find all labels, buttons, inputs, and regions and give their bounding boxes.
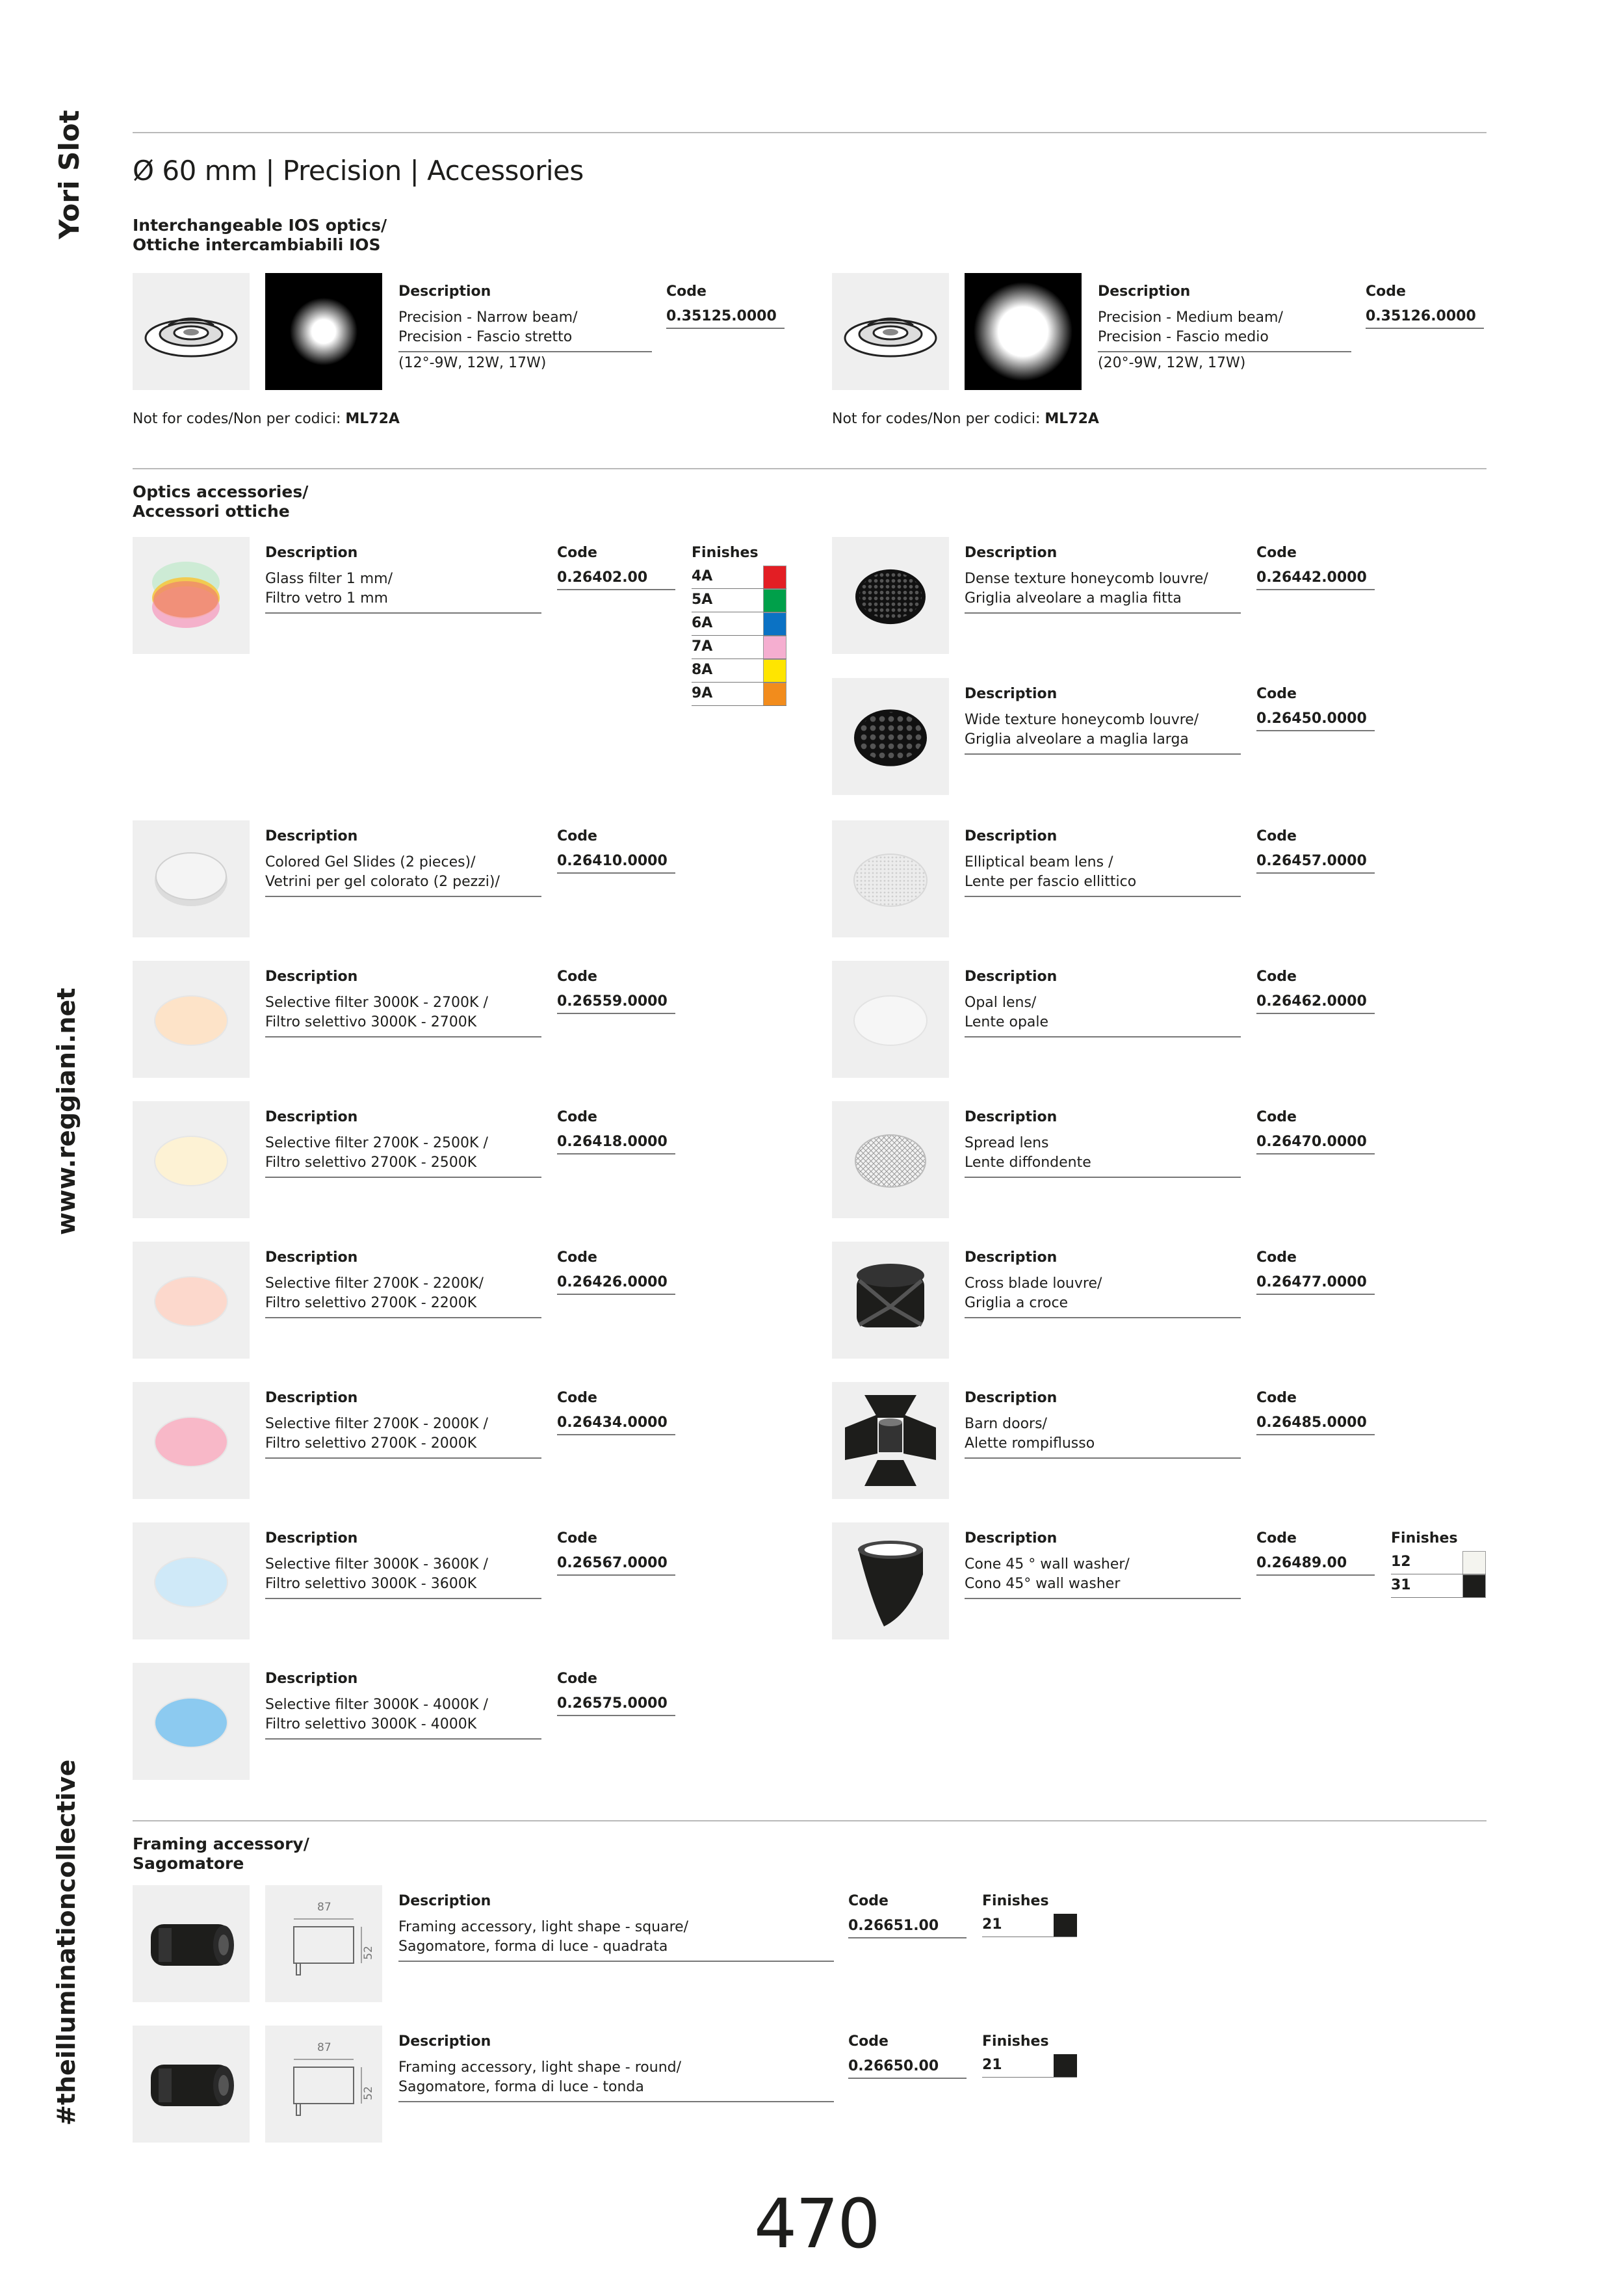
optics-right-7-code-label: Code bbox=[1256, 1390, 1297, 1406]
optics-left-1-finish-row bbox=[692, 683, 786, 706]
page-title: Ø 60 mm | Precision | Accessories bbox=[133, 155, 584, 187]
optics-right-7-description-line2: Alette rompiflusso bbox=[965, 1435, 1095, 1452]
optics-left-2-description-line2: Vetrini per gel colorato (2 pezzi)/ bbox=[265, 874, 500, 890]
optics-left-3-code-label: Code bbox=[557, 969, 597, 985]
optics-left-4-description-line2: Filtro selettivo 2700K - 2500K bbox=[265, 1155, 477, 1171]
optics-right-5-code: 0.26470.0000 bbox=[1256, 1134, 1367, 1150]
section-divider-framing bbox=[133, 1820, 1487, 1821]
optics-left-6-description-line1: Selective filter 2700K - 2000K / bbox=[265, 1416, 488, 1432]
ios-narrow-code-label: Code bbox=[666, 283, 707, 300]
recessed-optic-icon bbox=[133, 273, 250, 390]
framing-1-description-line2: Sagomatore, forma di luce - quadrata bbox=[398, 1938, 668, 1955]
ios-medium-beam-image bbox=[965, 273, 1082, 390]
framing-1-dimension-drawing bbox=[265, 1885, 382, 2002]
framing-2-dimension-drawing bbox=[265, 2026, 382, 2143]
framing-2-description-line1: Framing accessory, light shape - round/ bbox=[398, 2059, 682, 2076]
optics-right-8-finishes-label: Finishes bbox=[1391, 1530, 1458, 1546]
dimension-width: 87 bbox=[317, 1901, 331, 1914]
optics-right-6-description-label: Description bbox=[965, 1249, 1058, 1266]
optics-left-1-finish-row bbox=[692, 612, 786, 636]
ios-medium-code: 0.35126.0000 bbox=[1366, 308, 1476, 324]
optics-right-6-code: 0.26477.0000 bbox=[1256, 1274, 1367, 1290]
section-divider-optics bbox=[133, 468, 1487, 469]
framing-1-code: 0.26651.00 bbox=[848, 1918, 939, 1934]
optics-right-5-code-label: Code bbox=[1256, 1109, 1297, 1125]
header-divider bbox=[133, 132, 1487, 133]
framing-2-description-line2: Sagomatore, forma di luce - tonda bbox=[398, 2079, 644, 2095]
optics-left-6-image bbox=[133, 1382, 250, 1499]
framing-2-product-image bbox=[133, 2026, 250, 2143]
ios-narrow-description-line1: Precision - Narrow beam/ bbox=[398, 309, 578, 326]
optics-right-8-description-line1: Cone 45 ° wall washer/ bbox=[965, 1556, 1130, 1572]
finish-code: 4A bbox=[692, 568, 713, 584]
optics-right-4-code-label: Code bbox=[1256, 969, 1297, 985]
optics-left-1-code-label: Code bbox=[557, 545, 597, 561]
ios-medium-description-line2: Precision - Fascio medio bbox=[1098, 329, 1269, 345]
finish-code: 12 bbox=[1391, 1554, 1411, 1570]
ios-narrow-beam-image bbox=[265, 273, 382, 390]
section-title-ios: Interchangeable IOS optics/ Ottiche intercambiabili IOS bbox=[133, 216, 387, 254]
framing-1-description-line1: Framing accessory, light shape - square/ bbox=[398, 1919, 689, 1935]
optics-right-2-description-line2: Griglia alveolare a maglia larga bbox=[965, 731, 1189, 748]
optics-left-5-code-label: Code bbox=[557, 1249, 597, 1266]
optics-right-4-code: 0.26462.0000 bbox=[1256, 993, 1367, 1010]
optics-right-6-code-label: Code bbox=[1256, 1249, 1297, 1266]
framing-2-description-label: Description bbox=[398, 2033, 491, 2050]
finish-code: 6A bbox=[692, 615, 713, 631]
framing-2-code-label: Code bbox=[848, 2033, 889, 2050]
optics-right-4-description-label: Description bbox=[965, 969, 1058, 985]
finish-code: 9A bbox=[692, 685, 713, 701]
optics-right-3-description-label: Description bbox=[965, 828, 1058, 844]
optics-right-3-description-line2: Lente per fascio ellittico bbox=[965, 874, 1137, 890]
optics-left-8-description-label: Description bbox=[265, 1671, 358, 1687]
optics-left-5-description-line2: Filtro selettivo 2700K - 2200K bbox=[265, 1295, 477, 1311]
optics-left-7-code-label: Code bbox=[557, 1530, 597, 1546]
finish-code: 21 bbox=[982, 2057, 1002, 2073]
finish-code: 8A bbox=[692, 662, 713, 678]
optics-left-3-image bbox=[133, 961, 250, 1078]
optics-left-1-description-line2: Filtro vetro 1 mm bbox=[265, 590, 388, 607]
medium-beam-icon bbox=[965, 273, 1082, 390]
finish-swatch bbox=[763, 683, 786, 706]
dimension-height: 52 bbox=[361, 1946, 375, 1960]
optics-right-7-image bbox=[832, 1382, 949, 1499]
optics-left-8-description-line2: Filtro selettivo 3000K - 4000K bbox=[265, 1716, 477, 1732]
optics-left-4-description-label: Description bbox=[265, 1109, 358, 1125]
finish-swatch bbox=[763, 636, 786, 659]
optics-left-8-description-line1: Selective filter 3000K - 4000K / bbox=[265, 1697, 488, 1713]
optics-right-3-description-line1: Elliptical beam lens / bbox=[965, 854, 1113, 870]
optics-right-8-finish-row bbox=[1391, 1551, 1486, 1574]
sidebar-hashtag: #theilluminationcollective bbox=[52, 1759, 81, 2126]
optics-right-5-description-line2: Lente diffondente bbox=[965, 1155, 1091, 1171]
optics-left-1-description-label: Description bbox=[265, 545, 358, 561]
ios-medium-note: Not for codes/Non per codici: ML72A bbox=[832, 411, 1099, 427]
optics-left-5-description-label: Description bbox=[265, 1249, 358, 1266]
optics-left-1-image bbox=[133, 537, 250, 654]
optics-left-7-description-label: Description bbox=[265, 1530, 358, 1546]
optics-right-1-description-line2: Griglia alveolare a maglia fitta bbox=[965, 590, 1182, 607]
optics-left-2-code-label: Code bbox=[557, 828, 597, 844]
framing-1-finish-row bbox=[982, 1914, 1077, 1937]
optics-right-6-description-line2: Griglia a croce bbox=[965, 1295, 1069, 1311]
ios-medium-product-image bbox=[832, 273, 949, 390]
optics-left-5-code: 0.26426.0000 bbox=[557, 1274, 668, 1290]
optics-right-2-description-label: Description bbox=[965, 686, 1058, 702]
optics-left-4-image bbox=[133, 1101, 250, 1218]
finish-code: 31 bbox=[1391, 1577, 1411, 1593]
dimension-height: 52 bbox=[361, 2086, 375, 2100]
optics-left-1-finish-row bbox=[692, 659, 786, 683]
optics-left-6-description-label: Description bbox=[265, 1390, 358, 1406]
framing-1-code-label: Code bbox=[848, 1893, 889, 1909]
ios-medium-code-label: Code bbox=[1366, 283, 1406, 300]
recessed-optic-icon bbox=[832, 273, 949, 390]
optics-right-8-description-label: Description bbox=[965, 1530, 1058, 1546]
finish-code: 21 bbox=[982, 1916, 1002, 1933]
optics-left-3-description-line1: Selective filter 3000K - 2700K / bbox=[265, 995, 488, 1011]
optics-left-7-description-line2: Filtro selettivo 3000K - 3600K bbox=[265, 1576, 477, 1592]
finish-swatch bbox=[1054, 1914, 1077, 1937]
section-title-framing: Framing accessory/ Sagomatore bbox=[133, 1834, 309, 1873]
optics-left-7-code: 0.26567.0000 bbox=[557, 1555, 668, 1571]
dimension-width: 87 bbox=[317, 2041, 331, 2054]
optics-right-4-image bbox=[832, 961, 949, 1078]
optics-left-4-code-label: Code bbox=[557, 1109, 597, 1125]
ios-narrow-code: 0.35125.0000 bbox=[666, 308, 777, 324]
optics-right-2-image bbox=[832, 678, 949, 795]
page-number: 470 bbox=[754, 2184, 879, 2263]
optics-left-5-description-line1: Selective filter 2700K - 2200K/ bbox=[265, 1275, 484, 1292]
ios-medium-description-line1: Precision - Medium beam/ bbox=[1098, 309, 1283, 326]
ios-narrow-description-label: Description bbox=[398, 283, 491, 300]
ios-narrow-description-line2: Precision - Fascio stretto bbox=[398, 329, 573, 345]
finish-swatch bbox=[763, 612, 786, 636]
optics-left-8-image bbox=[133, 1663, 250, 1780]
optics-right-8-code-label: Code bbox=[1256, 1530, 1297, 1546]
optics-right-5-image bbox=[832, 1101, 949, 1218]
sidebar-website: www.reggiani.net bbox=[52, 987, 81, 1235]
optics-left-6-code-label: Code bbox=[557, 1390, 597, 1406]
optics-left-3-description-line2: Filtro selettivo 3000K - 2700K bbox=[265, 1014, 477, 1030]
optics-right-3-image bbox=[832, 820, 949, 937]
optics-left-8-code-label: Code bbox=[557, 1671, 597, 1687]
optics-right-1-code: 0.26442.0000 bbox=[1256, 569, 1367, 586]
optics-right-1-image bbox=[832, 537, 949, 654]
optics-left-2-code: 0.26410.0000 bbox=[557, 853, 668, 869]
optics-left-4-code: 0.26418.0000 bbox=[557, 1134, 668, 1150]
optics-right-8-description-line2: Cono 45° wall washer bbox=[965, 1576, 1121, 1592]
optics-right-5-description-line1: Spread lens bbox=[965, 1135, 1049, 1151]
optics-left-2-image bbox=[133, 820, 250, 937]
optics-left-7-description-line1: Selective filter 3000K - 3600K / bbox=[265, 1556, 488, 1572]
optics-left-1-finishes-label: Finishes bbox=[692, 545, 759, 561]
framing-1-product-image bbox=[133, 1885, 250, 2002]
optics-left-5-image bbox=[133, 1242, 250, 1359]
framing-1-description-label: Description bbox=[398, 1893, 491, 1909]
optics-left-6-code: 0.26434.0000 bbox=[557, 1415, 668, 1431]
optics-left-2-description-label: Description bbox=[265, 828, 358, 844]
optics-right-8-image bbox=[832, 1522, 949, 1639]
optics-right-7-code: 0.26485.0000 bbox=[1256, 1415, 1367, 1431]
optics-left-1-finish-row bbox=[692, 636, 786, 659]
ios-narrow-product-image bbox=[133, 273, 250, 390]
optics-right-2-code: 0.26450.0000 bbox=[1256, 711, 1367, 727]
section-title-optics: Optics accessories/ Accessori ottiche bbox=[133, 482, 309, 521]
optics-left-1-finish-row bbox=[692, 566, 786, 589]
optics-left-4-description-line1: Selective filter 2700K - 2500K / bbox=[265, 1135, 488, 1151]
narrow-beam-icon bbox=[265, 273, 382, 390]
optics-right-3-code-label: Code bbox=[1256, 828, 1297, 844]
finish-swatch bbox=[1462, 1551, 1486, 1574]
optics-right-3-code: 0.26457.0000 bbox=[1256, 853, 1367, 869]
optics-left-7-image bbox=[133, 1522, 250, 1639]
optics-right-5-description-label: Description bbox=[965, 1109, 1058, 1125]
optics-left-1-description-line1: Glass filter 1 mm/ bbox=[265, 571, 393, 587]
sidebar-product-name: Yori Slot bbox=[53, 110, 85, 239]
optics-right-1-code-label: Code bbox=[1256, 545, 1297, 561]
framing-2-finishes-label: Finishes bbox=[982, 2033, 1049, 2050]
ios-medium-description-label: Description bbox=[1098, 283, 1191, 300]
finish-swatch bbox=[1462, 1574, 1486, 1598]
optics-right-1-description-line1: Dense texture honeycomb louvre/ bbox=[965, 571, 1208, 587]
framing-2-finish-row bbox=[982, 2054, 1077, 2078]
ios-narrow-note: Not for codes/Non per codici: ML72A bbox=[133, 411, 400, 427]
optics-right-1-description-label: Description bbox=[965, 545, 1058, 561]
optics-right-7-description-label: Description bbox=[965, 1390, 1058, 1406]
finish-code: 5A bbox=[692, 592, 713, 608]
optics-right-4-description-line1: Opal lens/ bbox=[965, 995, 1037, 1011]
optics-right-4-description-line2: Lente opale bbox=[965, 1014, 1049, 1030]
finish-swatch bbox=[763, 589, 786, 612]
optics-left-1-finish-row bbox=[692, 589, 786, 612]
finish-swatch bbox=[763, 659, 786, 683]
ios-medium-description-line3: (20°-9W, 12W, 17W) bbox=[1098, 355, 1246, 371]
finish-swatch bbox=[1054, 2054, 1077, 2078]
optics-left-2-description-line1: Colored Gel Slides (2 pieces)/ bbox=[265, 854, 476, 870]
optics-left-8-code: 0.26575.0000 bbox=[557, 1695, 668, 1712]
optics-right-6-image bbox=[832, 1242, 949, 1359]
optics-left-1-code: 0.26402.00 bbox=[557, 569, 648, 586]
optics-right-6-description-line1: Cross blade louvre/ bbox=[965, 1275, 1102, 1292]
optics-right-7-description-line1: Barn doors/ bbox=[965, 1416, 1047, 1432]
optics-right-2-code-label: Code bbox=[1256, 686, 1297, 702]
framing-1-finishes-label: Finishes bbox=[982, 1893, 1049, 1909]
optics-right-2-description-line1: Wide texture honeycomb louvre/ bbox=[965, 712, 1199, 728]
finish-code: 7A bbox=[692, 638, 713, 655]
optics-left-3-description-label: Description bbox=[265, 969, 358, 985]
optics-right-8-finish-row bbox=[1391, 1574, 1486, 1598]
ios-narrow-description-line3: (12°-9W, 12W, 17W) bbox=[398, 355, 547, 371]
framing-2-code: 0.26650.00 bbox=[848, 2058, 939, 2074]
optics-right-8-code: 0.26489.00 bbox=[1256, 1555, 1347, 1571]
finish-swatch bbox=[763, 566, 786, 589]
optics-left-3-code: 0.26559.0000 bbox=[557, 993, 668, 1010]
optics-left-6-description-line2: Filtro selettivo 2700K - 2000K bbox=[265, 1435, 477, 1452]
